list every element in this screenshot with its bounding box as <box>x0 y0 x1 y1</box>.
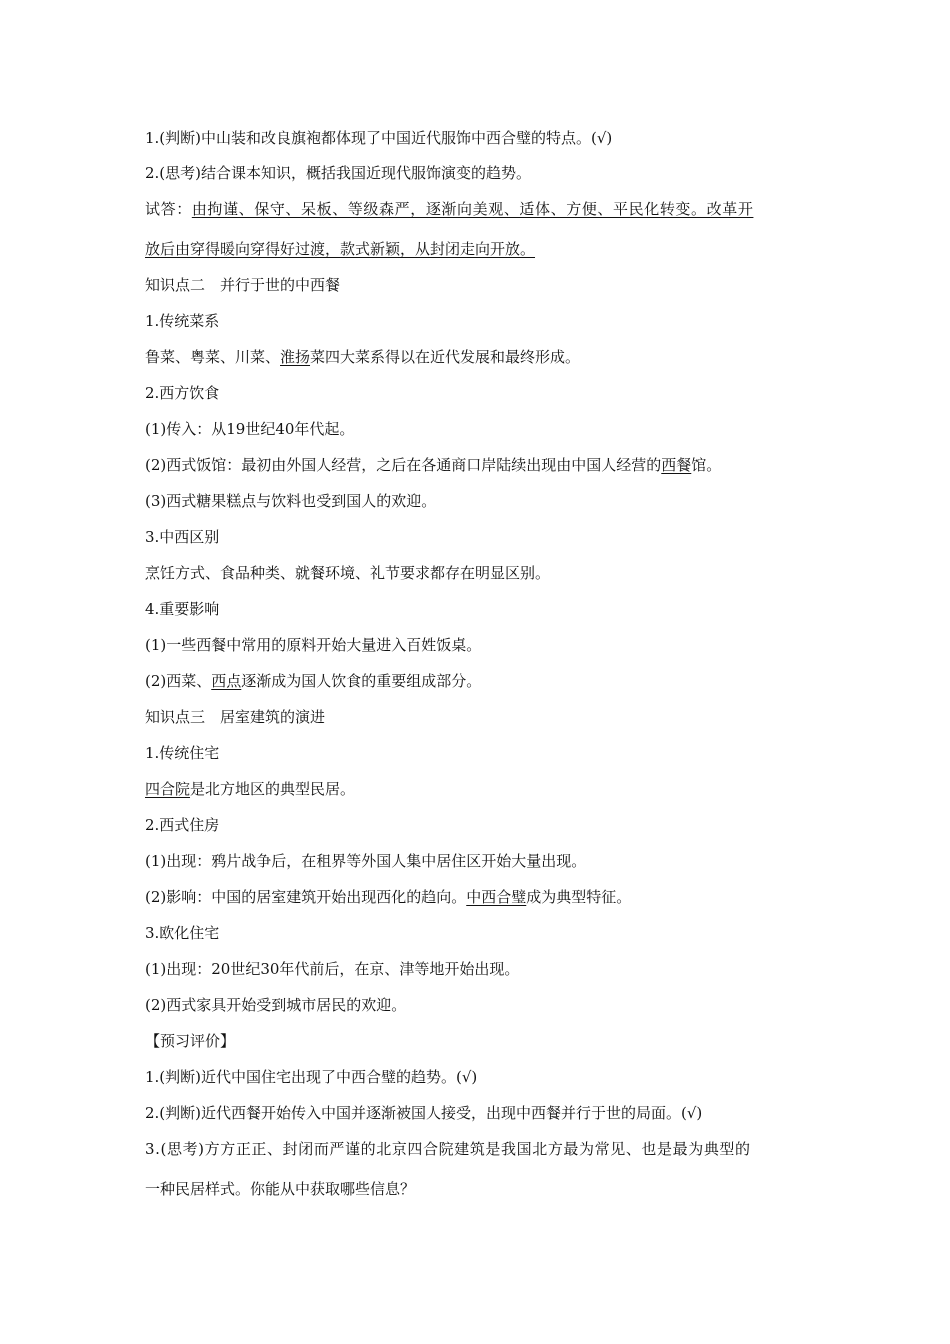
text-line: (3)西式糖果糕点与饮料也受到国人的欢迎。 <box>145 492 437 510</box>
subheading: 3.欧化住宅 <box>145 924 220 942</box>
text: 菜四大菜系得以在近代发展和最终形成。 <box>310 348 581 366</box>
fill-blank: 淮扬 <box>280 348 311 366</box>
question-judge-1: 1.(判断)中山装和改良旗袍都体现了中国近代服饰中西合璧的特点。(√) <box>145 129 613 147</box>
text: 成为典型特征。 <box>526 888 632 906</box>
answer-text: 放后由穿得暖向穿得好过渡，款式新颖，从封闭走向开放。 <box>145 240 536 258</box>
subheading: 4.重要影响 <box>145 600 220 618</box>
text-line <box>145 779 810 799</box>
question-think-3-cont: 一种民居样式。你能从中获取哪些信息？ <box>145 1180 416 1198</box>
text-line: (1)一些西餐中常用的原料开始大量进入百姓饭桌。 <box>145 636 482 654</box>
question-judge-1: 1.(判断)近代中国住宅出现了中西合璧的趋势。(√) <box>145 1068 478 1086</box>
question-think-3: 3.(思考)方方正正、封闭而严谨的北京四合院建筑是我国北方最为常见、也是最为典型的 <box>145 1140 751 1158</box>
text: (2)西式饭馆：最初由外国人经营，之后在各通商口岸陆续出现由中国人经营的 <box>145 456 662 474</box>
answer-label: 试答： <box>145 200 192 218</box>
text-line <box>145 455 810 475</box>
fill-blank: 四合院 <box>145 780 191 798</box>
text: (2)影响：中国的居室建筑开始出现西化的趋向。 <box>145 888 467 906</box>
answer-line-2 <box>145 239 810 259</box>
text: 馆。 <box>691 456 722 474</box>
section-heading-2: 知识点二 并行于世的中西餐 <box>145 276 341 294</box>
text-line <box>145 887 810 907</box>
text-line <box>145 347 810 367</box>
text-line: (2)西式家具开始受到城市居民的欢迎。 <box>145 996 407 1014</box>
text-line: 烹饪方式、食品种类、就餐环境、礼节要求都存在明显区别。 <box>145 564 551 582</box>
preview-heading: 【预习评价】 <box>145 1032 236 1050</box>
text: 是北方地区的典型民居。 <box>190 780 356 798</box>
fill-blank: 西餐 <box>661 456 692 474</box>
question-judge-2: 2.(判断)近代西餐开始传入中国并逐渐被国人接受，出现中西餐并行于世的局面。(√) <box>145 1104 703 1122</box>
fill-blank: 西点 <box>211 672 242 690</box>
fill-blank: 中西合璧 <box>466 888 527 906</box>
subheading: 3.中西区别 <box>145 528 220 546</box>
subheading: 2.西方饮食 <box>145 384 220 402</box>
text-line: (1)出现：20世纪30年代前后，在京、津等地开始出现。 <box>145 960 520 978</box>
subheading: 1.传统菜系 <box>145 312 220 330</box>
answer-line-1 <box>145 199 810 219</box>
text-line: (1)出现：鸦片战争后，在租界等外国人集中居住区开始大量出现。 <box>145 852 587 870</box>
text-line: (1)传入：从19世纪40年代起。 <box>145 420 355 438</box>
text-line <box>145 671 810 691</box>
text: 鲁菜、粤菜、川菜、 <box>145 348 281 366</box>
section-heading-3: 知识点三 居室建筑的演进 <box>145 708 326 726</box>
text: 逐渐成为国人饮食的重要组成部分。 <box>241 672 482 690</box>
text: (2)西菜、 <box>145 672 212 690</box>
subheading: 2.西式住房 <box>145 816 220 834</box>
question-think-2: 2.(思考)结合课本知识，概括我国近现代服饰演变的趋势。 <box>145 164 532 182</box>
subheading: 1.传统住宅 <box>145 744 220 762</box>
answer-text: 由拘谨、保守、呆板、等级森严，逐渐向美观、适体、方便、平民化转变。改革开 <box>191 200 754 218</box>
